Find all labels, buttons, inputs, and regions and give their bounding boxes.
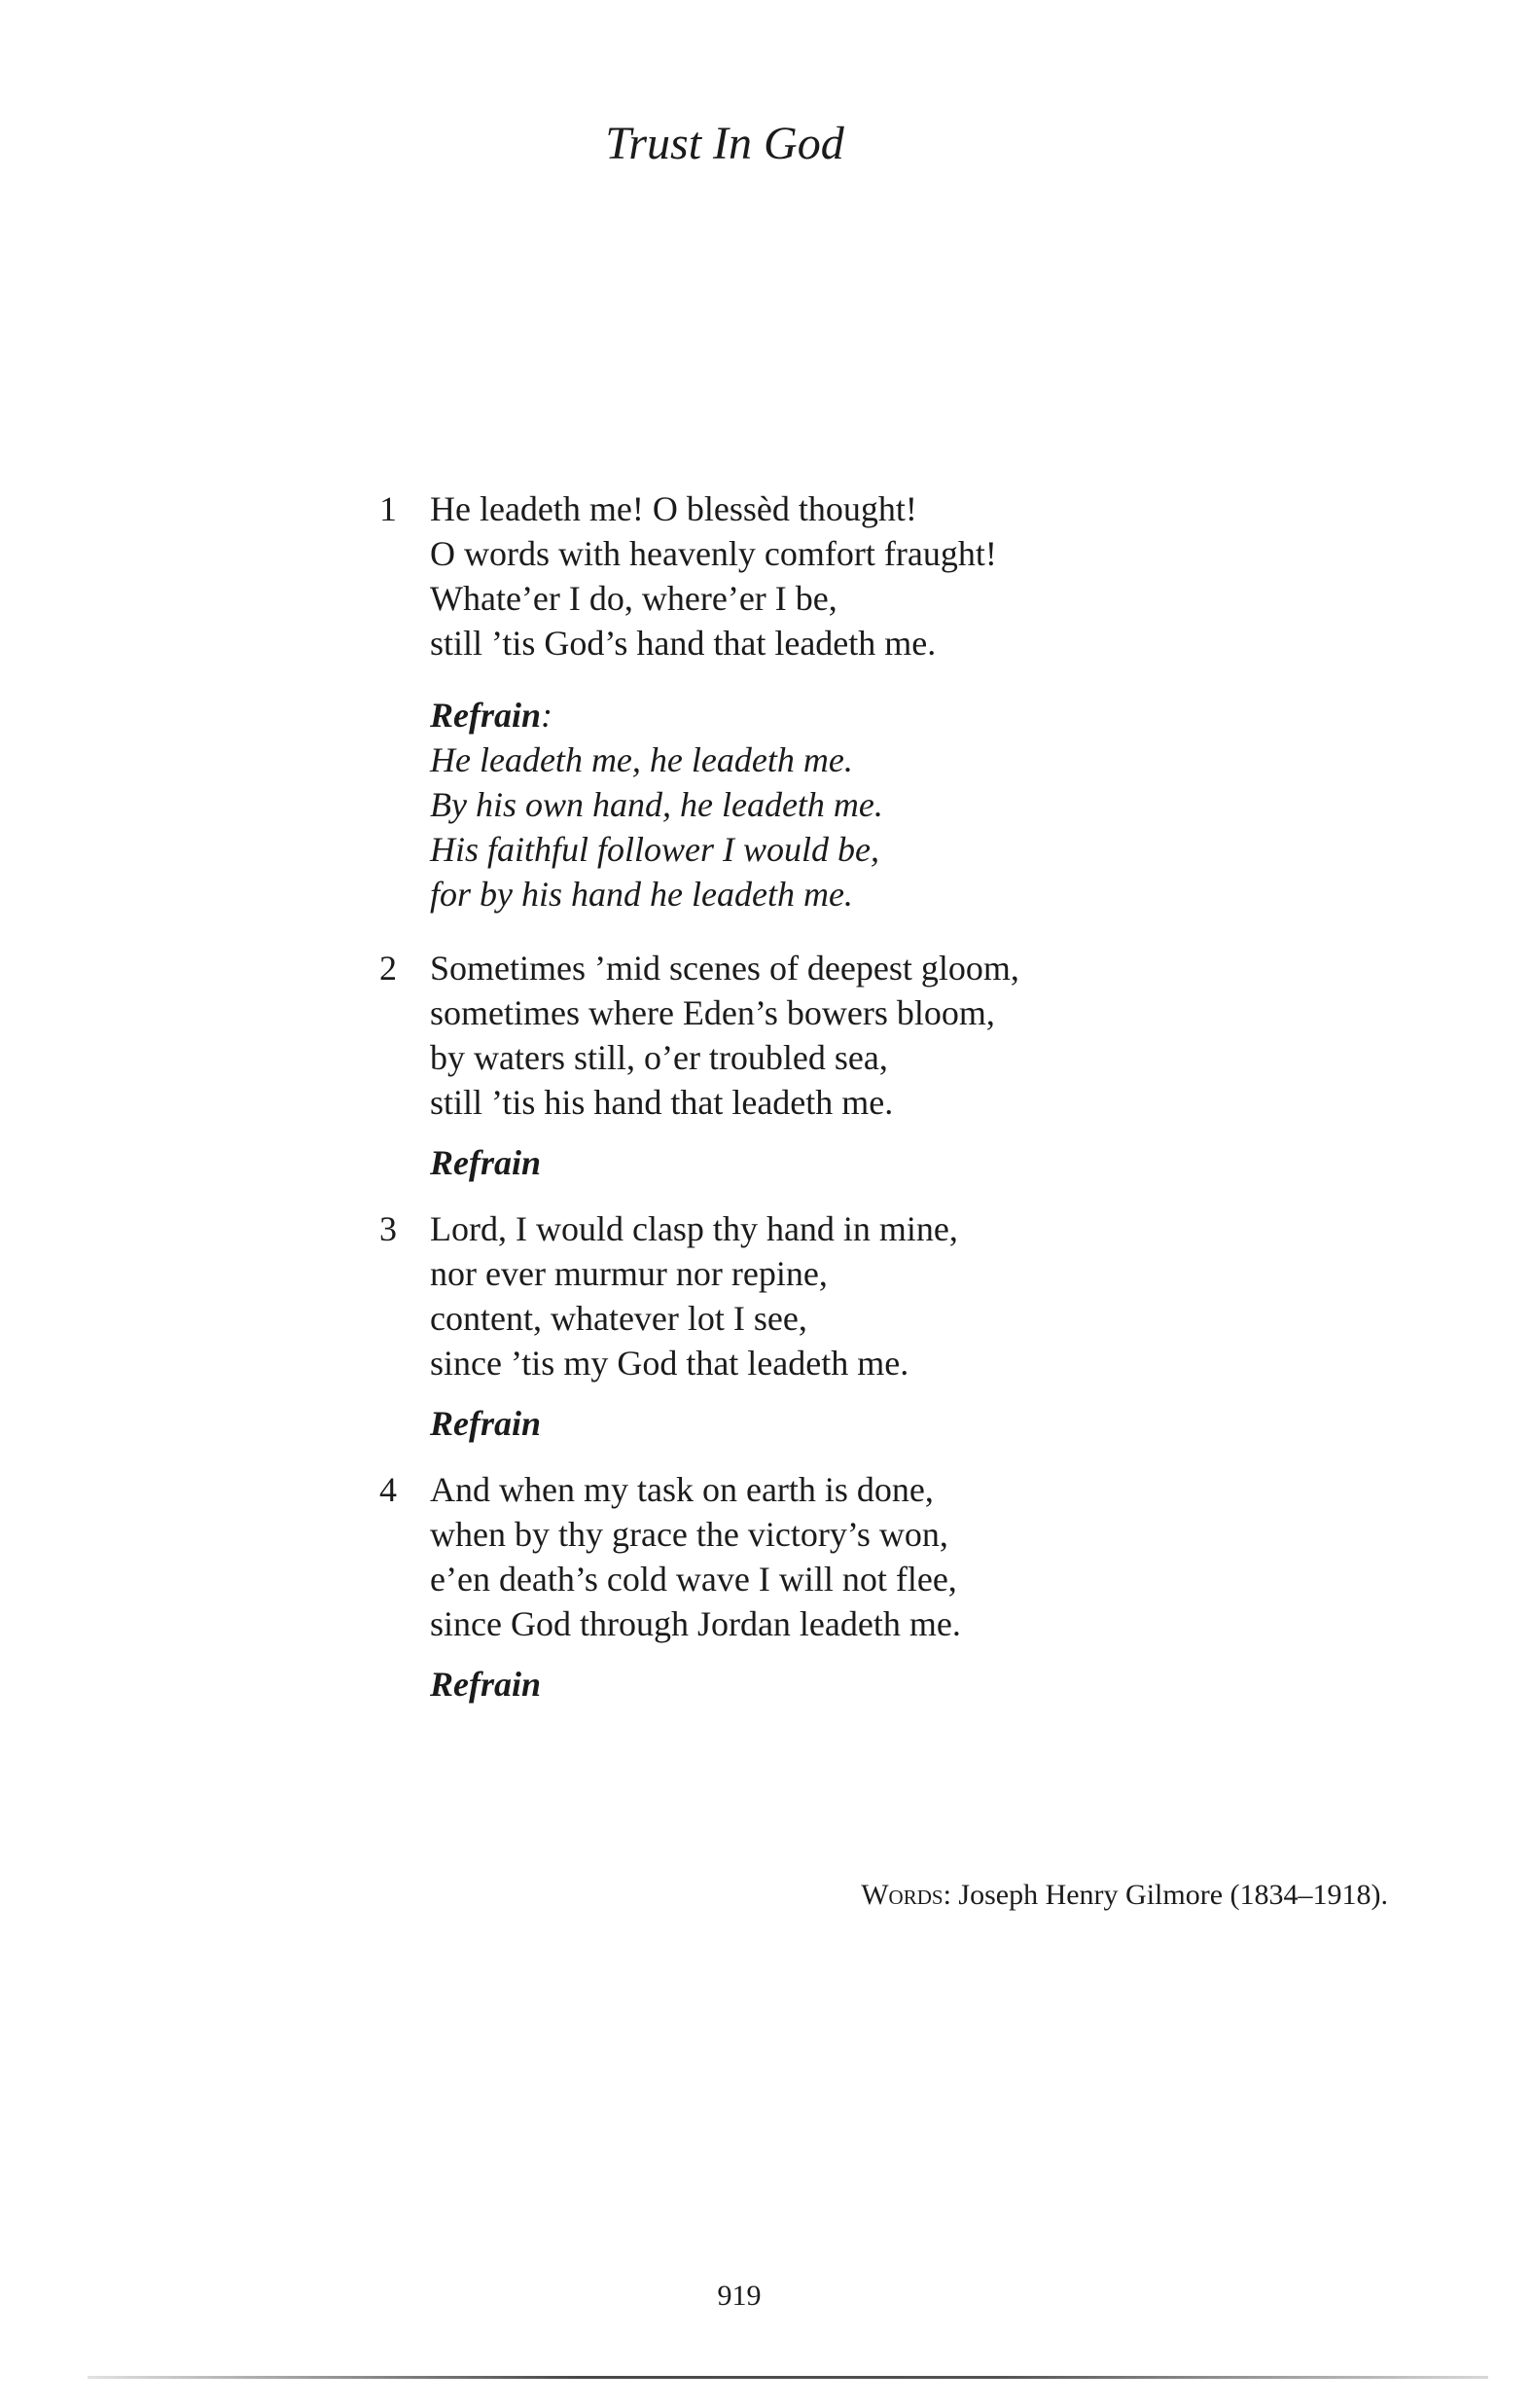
verse-line: e’en death’s cold wave I will not flee, (430, 1560, 957, 1599)
verse-number: 4 (379, 1470, 397, 1509)
credit-text: Joseph Henry Gilmore (1834–1918). (958, 1879, 1388, 1911)
verse-line: Lord, I would clasp thy hand in mine, (430, 1209, 958, 1248)
verse-number: 3 (379, 1209, 397, 1248)
verse-line: still ’tis his hand that leadeth me. (430, 1083, 894, 1122)
credit-label: Words (861, 1879, 944, 1911)
refrain-heading-text: Refrain (430, 696, 542, 735)
verse-line: nor ever murmur nor repine, (430, 1254, 828, 1293)
verse-line: since ’tis my God that leadeth me. (430, 1344, 909, 1383)
refrain-label: Refrain (430, 1665, 542, 1704)
verse-line: sometimes where Eden’s bowers bloom, (430, 993, 995, 1032)
hymn-title: Trust In God (605, 118, 844, 169)
verse-line: Whate’er I do, where’er I be, (430, 579, 837, 618)
verse-lines (430, 946, 1019, 1125)
words-credit (861, 1876, 1388, 1915)
refrain-line: By his own hand, he leadeth me. (430, 785, 883, 824)
verse-line: since God through Jordan leadeth me. (430, 1604, 961, 1643)
verse-line: O words with heavenly comfort fraught! (430, 534, 997, 573)
refrain-heading-colon: : (541, 696, 553, 735)
refrain-line: He leadeth me, he leadeth me. (430, 740, 853, 779)
verse-number: 1 (379, 489, 397, 528)
refrain-lines (430, 737, 883, 916)
verse-number: 2 (379, 949, 397, 988)
verse-lines (430, 1206, 958, 1385)
refrain-heading (430, 693, 552, 737)
refrain-label: Refrain (430, 1404, 542, 1443)
refrain-line: His faithful follower I would be, (430, 830, 880, 869)
verse-line: content, whatever lot I see, (430, 1299, 807, 1338)
verse-line: still ’tis God’s hand that leadeth me. (430, 624, 937, 663)
refrain-label: Refrain (430, 1143, 542, 1182)
footer-rule (88, 2376, 1488, 2379)
page-number: 919 (717, 2280, 762, 2312)
verse-line: by waters still, o’er troubled sea, (430, 1038, 888, 1077)
refrain-line: for by his hand he leadeth me. (430, 875, 853, 914)
verse-lines (430, 486, 997, 665)
verse-lines (430, 1467, 961, 1646)
verse-line: And when my task on earth is done, (430, 1470, 934, 1509)
verse-line: when by thy grace the victory’s won, (430, 1515, 948, 1554)
verse-line: He leadeth me! O blessèd thought! (430, 489, 917, 528)
credit-colon: : (943, 1879, 959, 1911)
verse-line: Sometimes ’mid scenes of deepest gloom, (430, 949, 1019, 988)
